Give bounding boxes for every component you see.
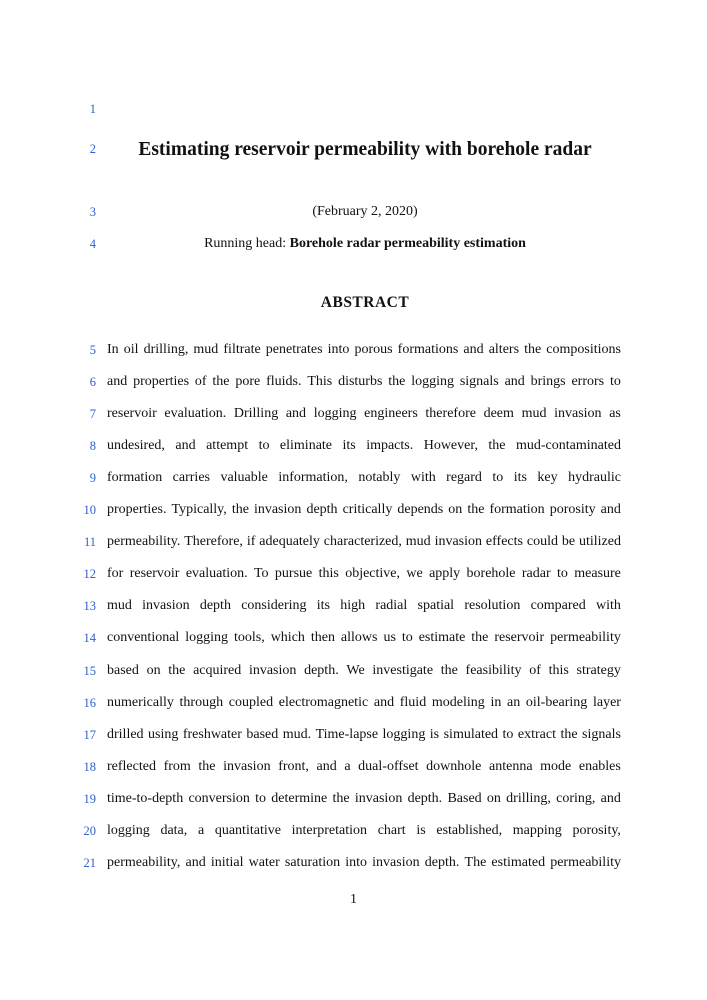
abstract-word: filtrate [223,342,261,357]
abstract-word: invasion [354,791,403,806]
abstract-line [107,374,621,390]
abstract-word: drilling, [506,791,551,806]
abstract-word: for [107,566,124,581]
abstract-word: logging [185,630,229,645]
abstract-word: saturation [284,855,341,870]
abstract-word: from [163,759,191,774]
abstract-word: permeability [550,855,621,870]
abstract-word: which [270,630,305,645]
abstract-word: borehole [466,566,516,581]
abstract-word: therefore [425,406,476,421]
abstract-word: and [316,759,337,774]
abstract-word: deem [483,406,514,421]
abstract-word: using [148,727,179,742]
abstract-word: invasion [372,855,420,870]
abstract-word: signals [582,727,621,742]
abstract-word: information, [278,470,348,485]
abstract-word: acquired [193,663,242,678]
abstract-word: mapping [512,823,562,838]
abstract-word: this [318,566,339,581]
abstract-word: depth. [424,855,460,870]
abstract-word: antenna [489,759,533,774]
line-number: 8 [89,439,96,453]
line-number: 6 [89,375,96,389]
abstract-word: its [342,438,356,453]
abstract-word: strategy [576,663,621,678]
abstract-word: formation [107,470,163,485]
abstract-word: based [246,727,279,742]
abstract-word: impacts. [366,438,414,453]
abstract-word: the [168,663,186,678]
abstract-word: of [194,374,207,389]
abstract-word: determine [271,791,328,806]
abstract-word: the [524,342,542,357]
abstract-word: a [197,823,205,838]
abstract-word: dual-offset [358,759,419,774]
abstract-line [107,855,621,871]
abstract-word: pursue [274,566,313,581]
abstract-word: front, [278,759,309,774]
abstract-word: depends [397,502,444,517]
line-number: 18 [83,760,96,774]
abstract-word: to [609,374,621,389]
abstract-word: objective, [345,566,401,581]
abstract-word: fluids. [266,374,302,389]
abstract-line [107,630,621,646]
line-number: 10 [83,503,96,517]
abstract-word: alters [488,342,520,357]
line-number: 14 [83,631,96,645]
abstract-word: and [463,342,484,357]
abstract-word: is [416,823,426,838]
abstract-word: the [212,374,230,389]
abstract-word: coupled [228,695,274,710]
abstract-line [107,438,621,454]
abstract-word: into [345,855,368,870]
abstract-word: radial [375,598,408,613]
abstract-word: and [175,438,196,453]
abstract-word: of [529,663,541,678]
abstract-word: resolution [464,598,521,613]
abstract-word: hydraulic [568,470,621,485]
abstract-word: invasion [434,534,483,549]
abstract-word: time-to-depth [107,791,184,806]
abstract-word: oil-bearing [525,695,588,710]
abstract-word: mud [405,534,431,549]
abstract-word: drilling, [143,342,189,357]
abstract-word: logging [107,823,150,838]
abstract-word: attempt [206,438,249,453]
abstract-word: into [327,342,350,357]
abstract-word: conventional [107,630,180,645]
line-number: 4 [89,237,96,251]
line-number: 7 [89,407,96,421]
abstract-word: on [448,502,463,517]
abstract-line [107,663,621,679]
abstract-heading: ABSTRACT [320,294,410,311]
abstract-word: with [410,470,436,485]
abstract-word: the [471,630,489,645]
abstract-word: characterized, [323,534,402,549]
abstract-word: mode [540,759,572,774]
abstract-word: mud [521,406,547,421]
abstract-line [107,470,621,486]
abstract-word: evaluation. [164,406,227,421]
abstract-line [107,695,621,711]
abstract-word: and [107,374,128,389]
abstract-word: a [344,759,351,774]
line-number: 3 [89,205,96,219]
abstract-word: mud [107,598,132,613]
abstract-word: properties [133,374,190,389]
abstract-word: invasion [253,502,302,517]
line-number: 17 [83,728,96,742]
abstract-word: we [406,566,423,581]
abstract-word: as [609,406,621,421]
abstract-line [107,342,621,358]
abstract-word: depth. [407,791,443,806]
abstract-word: and [373,695,395,710]
abstract-word: pore [235,374,261,389]
abstract-word: to [502,727,514,742]
abstract-word: and [504,374,525,389]
abstract-word: coring, [556,791,596,806]
abstract-word: mud [193,342,219,357]
abstract-word: chart [377,823,406,838]
abstract-word: eliminate [279,438,333,453]
page-number: 1 [350,892,357,907]
abstract-line [107,534,621,550]
abstract-word: tools, [234,630,265,645]
abstract-word: Time-lapse [315,727,379,742]
abstract-word: carries [172,470,210,485]
abstract-word: invasion [142,598,190,613]
abstract-word: porosity, [572,823,621,838]
abstract-word: to [258,438,270,453]
abstract-word: downhole [426,759,482,774]
abstract-word: and [185,855,206,870]
abstract-line [107,598,621,614]
line-number: 15 [83,664,96,678]
abstract-word: invasion [554,406,602,421]
abstract-word: high [340,598,366,613]
abstract-word: electromagnetic [278,695,369,710]
abstract-line [107,566,621,582]
abstract-word: and [600,791,621,806]
abstract-word: simulated [443,727,499,742]
abstract-word: engineers [364,406,418,421]
abstract-word: feasibility [465,663,522,678]
abstract-word: critically [342,502,393,517]
abstract-word: reservoir [107,406,157,421]
abstract-line [107,759,621,775]
abstract-word: porosity [549,502,596,517]
abstract-word: Typically, [171,502,227,517]
abstract-word: the [198,759,216,774]
abstract-word: permeability. [107,534,181,549]
abstract-word: regard [446,470,482,485]
abstract-word: conversion [188,791,250,806]
abstract-word: logging [411,374,454,389]
abstract-word: to [557,566,568,581]
abstract-word: measure [574,566,621,581]
abstract-word: reservoir [494,630,545,645]
abstract-word: Based [447,791,482,806]
abstract-word: formations [397,342,459,357]
abstract-word: estimate [418,630,466,645]
abstract-word: with [596,598,621,613]
abstract-word: quantitative [214,823,281,838]
abstract-word: invasion [223,759,271,774]
paper-title: Estimating reservoir permeability with borehole radar [138,139,592,160]
abstract-word: the [231,502,249,517]
abstract-word: signals [459,374,499,389]
abstract-word: effects [485,534,523,549]
abstract-word: porous [354,342,393,357]
abstract-word: mud. [282,727,312,742]
line-number: 21 [83,856,96,870]
abstract-word: spatial [417,598,455,613]
abstract-word: The [464,855,487,870]
abstract-word: and [285,406,307,421]
line-number: 16 [83,696,96,710]
abstract-word: disturbs [338,374,383,389]
abstract-word: apply [429,566,461,581]
abstract-word: invasion [248,663,297,678]
abstract-word: extract [517,727,556,742]
abstract-word: then [310,630,335,645]
abstract-line [107,791,621,807]
abstract-word: valuable [220,470,268,485]
abstract-word: modeling [431,695,485,710]
abstract-word: fluid [399,695,427,710]
abstract-word: to [255,791,267,806]
abstract-word: logging [382,727,426,742]
abstract-word: freshwater [182,727,242,742]
line-number: 2 [89,142,96,156]
abstract-word: undesired, [107,438,165,453]
abstract-word: the [560,727,578,742]
abstract-word: the [332,791,350,806]
abstract-word: allows [340,630,378,645]
abstract-word: logging [313,406,357,421]
abstract-word: penetrates [265,342,323,357]
abstract-word: its [316,598,331,613]
abstract-word: We [346,663,365,678]
running-head-label: Running head: [204,236,287,251]
paper-date: (February 2, 2020) [312,204,418,219]
abstract-word: based [107,663,139,678]
line-number: 1 [89,102,96,116]
abstract-word: depth [306,502,338,517]
abstract-word: depth. [304,663,339,678]
abstract-word: interpretation [291,823,368,838]
abstract-word: To [253,566,269,581]
abstract-word: permeability, [107,855,181,870]
abstract-word: errors [571,374,605,389]
abstract-word: This [307,374,333,389]
abstract-word: mud-contaminated [516,438,621,453]
abstract-word: compositions [546,342,621,357]
abstract-word: oil [123,342,139,357]
abstract-word: us [383,630,396,645]
abstract-word: reflected [107,759,156,774]
abstract-word: Therefore, [184,534,243,549]
abstract-word: formation [489,502,545,517]
abstract-word: drilled [107,727,144,742]
line-number: 11 [83,535,96,549]
abstract-word: the [440,663,458,678]
line-number: 12 [83,567,96,581]
line-number: 20 [83,824,96,838]
abstract-word: and [600,502,621,517]
abstract-line [107,406,621,422]
line-number: 9 [89,471,96,485]
abstract-word: permeability [550,630,621,645]
abstract-word: this [548,663,569,678]
abstract-word: established, [436,823,503,838]
abstract-word: data, [160,823,188,838]
abstract-word: its [513,470,527,485]
abstract-word: properties. [107,502,167,517]
abstract-word: depth [199,598,231,613]
abstract-word: the [388,374,406,389]
abstract-word: is [429,727,440,742]
abstract-word: However, [423,438,478,453]
abstract-word: could [526,534,558,549]
abstract-word: utilized [578,534,621,549]
abstract-word: to [492,470,504,485]
abstract-word: to [401,630,413,645]
abstract-word: if [246,534,256,549]
line-number: 5 [89,343,96,357]
abstract-word: the [467,502,485,517]
line-number: 19 [83,792,96,806]
abstract-word: initial [210,855,244,870]
abstract-word: enables [578,759,621,774]
abstract-word: In [107,342,119,357]
abstract-word: brings [530,374,566,389]
abstract-word: key [537,470,558,485]
abstract-word: water [248,855,280,870]
abstract-word: numerically [107,695,174,710]
abstract-word: the [488,438,506,453]
abstract-line [107,502,621,518]
abstract-word: adequately [259,534,320,549]
running-head-value: Borehole radar permeability estimation [289,236,526,251]
abstract-word: Drilling [233,406,279,421]
abstract-word: notably [358,470,401,485]
abstract-word: evaluation. [185,566,248,581]
abstract-word: on [146,663,161,678]
abstract-word: considering [241,598,307,613]
abstract-word: compared [530,598,586,613]
abstract-line [107,727,621,743]
abstract-word: through [179,695,224,710]
line-number: 13 [83,599,96,613]
running-head [110,236,620,252]
abstract-word: in [490,695,502,710]
abstract-word: be [561,534,576,549]
abstract-word: reservoir [129,566,180,581]
abstract-word: an [507,695,521,710]
abstract-word: investigate [372,663,434,678]
abstract-word: on [486,791,501,806]
abstract-word: estimated [491,855,546,870]
abstract-line [107,823,621,839]
abstract-word: radar [521,566,551,581]
abstract-word: layer [592,695,621,710]
